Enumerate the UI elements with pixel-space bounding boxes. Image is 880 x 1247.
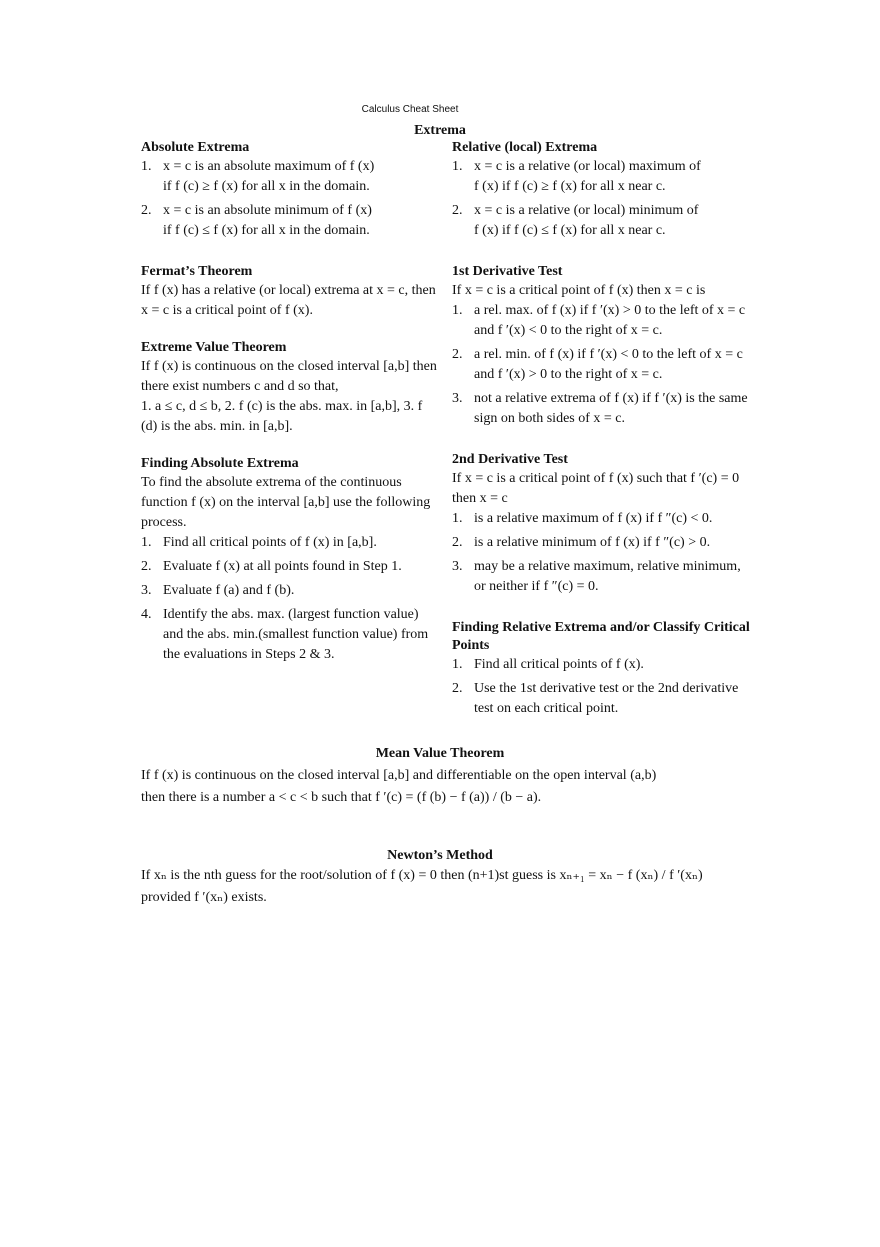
second-derivative-list [452,509,752,597]
evt-text-2: 1. a ≤ c, d ≤ b, 2. f (c) is the abs. max. in [a,b], 3. f (d) is the abs. min. in [a,b]. [141,399,423,434]
second-derivative-text: If x = c is a critical point of f (x) such that f ′(c) = 0 then x = c [452,471,740,506]
mvt-line-2: then there is a number a < c < b such that f ′(c) = (f (b) − f (a)) / (b − a). [141,790,542,805]
absolute-extrema-list [141,157,441,241]
finding-relative-list [452,655,752,719]
second-derivative-title: 2nd Derivative Test [452,452,568,467]
right-column [452,139,752,723]
newton-section [141,865,761,909]
finding-absolute-list [141,533,441,665]
fermat-text: If f (x) has a relative (or local) extrema at x = c, then x = c is a critical point of f (x). [141,283,436,318]
first-derivative-list [452,301,752,429]
evt-title: Extreme Value Theorem [141,340,287,355]
list-item: 1. Find all critical points of f (x). [452,657,644,672]
list-item: 1. Find all critical points of f (x) in [a,b]. [141,535,377,550]
mvt-title: Mean Value Theorem [375,746,505,761]
finding-absolute-text: To find the absolute extrema of the continuous function f (x) on the interval [a,b] use the following process. [141,475,431,530]
left-column [141,139,441,669]
mvt-line-1: If f (x) is continuous on the closed interval [a,b] and differentiable on the open interval (a,b) [141,768,657,783]
newton-title: Newton’s Method [387,848,493,863]
finding-relative-title: Finding Relative Extrema and/or Classify Critical Points [452,620,750,653]
list-item: 1. x = c is a relative (or local) maximum of f (x) if f (c) ≥ f (x) for all x near c. [452,159,701,194]
list-item: 2. is a relative minimum of f (x) if f ″(c) > 0. [452,535,711,550]
list-item: 1. a rel. max. of f (x) if f ′(x) > 0 to the left of x = c and f ′(x) < 0 to the right of x = c. [452,303,746,338]
newton-line-2: provided f ′(xₙ) exists. [141,890,267,905]
list-item: 2. Evaluate f (x) at all points found in Step 1. [141,559,402,574]
extrema-title: Extrema [414,123,466,138]
list-item: 3. Evaluate f (a) and f (b). [141,583,295,598]
page-header: Calculus Cheat Sheet [361,104,459,115]
newton-line-1: If xₙ is the nth guess for the root/solution of f (x) = 0 then (n+1)st guess is xₙ₊₁ = xₙ − f (xₙ) / f ′(xₙ) [141,868,703,883]
relative-extrema-title: Relative (local) Extrema [452,140,598,155]
mvt-section [141,765,761,809]
finding-absolute-title: Finding Absolute Extrema [141,456,299,471]
first-derivative-text: If x = c is a critical point of f (x) then x = c is [452,283,706,298]
fermat-title: Fermat’s Theorem [141,264,253,279]
list-item: 2. a rel. min. of f (x) if f ′(x) < 0 to the left of x = c and f ′(x) > 0 to the right of x = c. [452,347,743,382]
relative-extrema-list [452,157,752,241]
list-item: 1. x = c is an absolute maximum of f (x) if f (c) ≥ f (x) for all x in the domain. [141,159,375,194]
list-item: 2. x = c is an absolute minimum of f (x) if f (c) ≤ f (x) for all x in the domain. [141,203,372,238]
absolute-extrema-title: Absolute Extrema [141,140,250,155]
list-item: 1. is a relative maximum of f (x) if f ″(c) < 0. [452,511,713,526]
list-item: 2. Use the 1st derivative test or the 2nd derivative test on each critical point. [452,681,739,716]
list-item: 3. may be a relative maximum, relative minimum, or neither if f ″(c) = 0. [452,559,741,594]
first-derivative-title: 1st Derivative Test [452,264,563,279]
list-item: 3. not a relative extrema of f (x) if f ′(x) is the same sign on both sides of x = c. [452,391,748,426]
list-item: 4. Identify the abs. max. (largest function value) and the abs. min.(smallest function value) from the evaluations in Steps 2 & 3. [141,607,429,662]
list-item: 2. x = c is a relative (or local) minimum of f (x) if f (c) ≤ f (x) for all x near c. [452,203,699,238]
evt-text: If f (x) is continuous on the closed interval [a,b] then there exist numbers c and d so that, [141,359,437,394]
